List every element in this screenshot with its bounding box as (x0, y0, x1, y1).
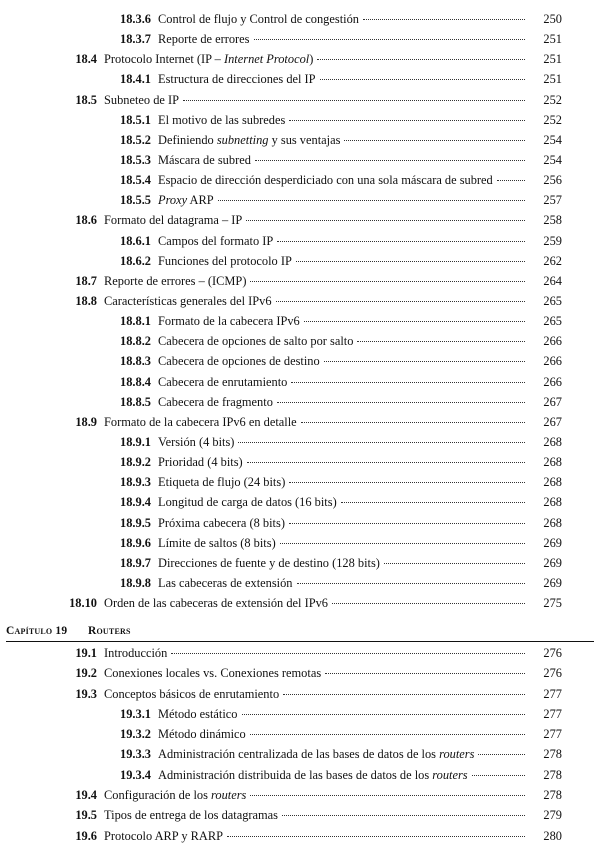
toc-entry-title-text (158, 392, 273, 412)
toc-entry-page: 252 (543, 92, 562, 107)
toc-entry-title-text (158, 331, 353, 351)
toc-entry-page: 262 (543, 253, 562, 268)
title-text-suffix: ARP (187, 193, 214, 208)
toc-entry[interactable] (0, 704, 600, 724)
toc-entry[interactable] (0, 110, 600, 130)
toc-entry-title-text (158, 231, 273, 251)
toc-entry[interactable] (0, 593, 600, 613)
title-text: Reporte de errores – (ICMP) (104, 273, 247, 288)
toc-entry-number: 19.4 (75, 788, 97, 803)
toc-entry[interactable] (0, 392, 600, 412)
toc-entry-number: 18.9.3 (120, 475, 151, 490)
toc-entry-page: 250 (543, 12, 562, 26)
toc-entry-page: 266 (543, 354, 562, 369)
toc-entry-title-text (104, 291, 272, 311)
toc-entry-number: 18.5.3 (120, 152, 151, 167)
toc-entry-page: 251 (543, 52, 562, 67)
toc-entry-number: 19.3.4 (120, 767, 151, 782)
toc-entry-title-text (158, 744, 474, 764)
dot-leader (478, 753, 525, 755)
toc-entry-title (158, 573, 528, 593)
title-italic-term: routers (439, 747, 475, 762)
toc-entry-title (158, 351, 528, 371)
title-text: Definiendo (158, 132, 217, 147)
title-text: Campos del formato IP (158, 233, 274, 248)
dot-leader (218, 199, 525, 201)
toc-entry-page: 268 (543, 515, 562, 530)
toc-entry-title (158, 452, 528, 472)
toc-entry-title-text (158, 150, 251, 170)
toc-entry-number: 18.5.1 (120, 112, 151, 127)
title-text: Subneteo de IP (104, 92, 180, 107)
title-text: Conceptos básicos de enrutamiento (104, 686, 280, 701)
toc-entry-page: 254 (543, 152, 562, 167)
toc-entry-title (158, 150, 528, 170)
dot-leader (341, 501, 525, 503)
dot-leader (301, 421, 525, 423)
toc-entry[interactable] (0, 492, 600, 512)
title-text: Prioridad (4 bits) (158, 455, 243, 470)
dot-leader (282, 814, 525, 816)
title-text: Espacio de dirección desperdiciado con una sola máscara de subred (158, 173, 493, 188)
toc-entry-page: 267 (543, 414, 562, 429)
toc-entry-number: 18.9.2 (120, 455, 151, 470)
title-text: Introducción (104, 646, 168, 660)
title-text: Administración centralizada de las bases de datos de los (158, 747, 440, 762)
title-text-suffix: y sus ventajas (268, 132, 341, 147)
toc-entry-number: 19.2 (75, 666, 97, 681)
toc-entry[interactable] (0, 663, 600, 683)
title-text: Formato de la cabecera IPv6 en detalle (104, 414, 297, 429)
dot-leader (183, 99, 525, 101)
toc-entry-page: 265 (543, 314, 562, 329)
toc-entry[interactable] (0, 170, 600, 190)
title-text: Próxima cabecera (8 bits) (158, 515, 285, 530)
toc-entry-number: 18.9.6 (120, 535, 151, 550)
toc-entry-page: 265 (543, 293, 562, 308)
toc-entry-title (158, 331, 528, 351)
toc-entry-title (158, 231, 528, 251)
toc-entry-title (158, 311, 528, 331)
dot-leader (472, 774, 525, 776)
toc-entry-page: 256 (543, 173, 562, 188)
toc-entry-title-text (158, 553, 380, 573)
toc-entry-number: 18.9.4 (120, 495, 151, 510)
toc-entry[interactable] (0, 452, 600, 472)
toc-entry-title-text (158, 765, 468, 785)
title-text: Cabecera de fragmento (158, 394, 273, 409)
toc-entry[interactable] (0, 150, 600, 170)
chapter-heading (6, 621, 594, 642)
toc-entry-page: 268 (543, 475, 562, 490)
toc-entry-title-text (104, 826, 223, 846)
dot-leader (255, 159, 525, 161)
toc-section-18 (0, 9, 600, 613)
toc-entry-title-text (104, 785, 246, 805)
toc-entry[interactable] (0, 684, 600, 704)
dot-leader (357, 340, 525, 342)
toc-entry-number: 18.5.5 (120, 193, 151, 208)
toc-entry-number: 18.6.2 (120, 253, 151, 268)
toc-entry-title (104, 663, 528, 683)
title-text: Método dinámico (158, 727, 246, 742)
toc-entry-number: 18.9.1 (120, 434, 151, 449)
toc-entry-page: 279 (543, 808, 562, 823)
toc-entry-page: 277 (543, 706, 562, 721)
toc-entry-title (158, 744, 528, 764)
toc-entry-title (158, 392, 528, 412)
title-text: El motivo de las subredes (158, 112, 286, 127)
toc-entry-title (158, 29, 528, 49)
toc-entry-number: 18.8.3 (120, 354, 151, 369)
toc-entry-page: 276 (543, 666, 562, 681)
toc-entry-title-text (158, 452, 243, 472)
toc-entry[interactable] (0, 533, 600, 553)
toc-entry[interactable] (0, 210, 600, 230)
toc-entry-title-text (104, 593, 328, 613)
title-text: Administración distribuida de las bases de datos de los (158, 767, 433, 782)
toc-entry[interactable] (0, 573, 600, 593)
title-text: Método estático (158, 706, 238, 721)
dot-leader (289, 481, 525, 483)
toc-entry-title (104, 271, 528, 291)
toc-entry-page: 251 (543, 72, 562, 87)
toc-entry-page: 268 (543, 434, 562, 449)
toc-entry-number: 19.3 (75, 686, 97, 701)
toc-entry-page: 268 (543, 455, 562, 470)
dot-leader (363, 18, 525, 20)
toc-entry[interactable] (0, 90, 600, 110)
toc-entry-page: 278 (543, 788, 562, 803)
toc-entry-title (158, 130, 528, 150)
toc-entry-number: 19.3.3 (120, 747, 151, 762)
dot-leader (171, 652, 525, 654)
dot-leader (242, 713, 526, 715)
toc-entry-title-text (158, 533, 276, 553)
toc-entry-title-text (104, 90, 179, 110)
toc-entry-title (104, 90, 528, 110)
title-text: Características generales del IPv6 (104, 293, 272, 308)
toc-entry-title-text (104, 663, 321, 683)
dot-leader (276, 300, 525, 302)
toc-entry-title (158, 170, 528, 190)
toc-entry-page: 276 (543, 646, 562, 660)
toc-entry-title (158, 190, 528, 210)
title-text: Cabecera de opciones de salto por salto (158, 334, 354, 349)
toc-entry-number: 19.3.2 (120, 727, 151, 742)
toc-entry-title (158, 251, 528, 271)
dot-leader (250, 794, 525, 796)
toc-entry-title (158, 472, 528, 492)
toc-entry-title-text (158, 573, 293, 593)
dot-leader (227, 835, 525, 837)
toc-entry-title (104, 291, 528, 311)
dot-leader (250, 733, 525, 735)
title-text: Las cabeceras de extensión (158, 575, 293, 590)
toc-entry-title (158, 724, 528, 744)
toc-entry[interactable] (0, 351, 600, 371)
toc-entry-page: 268 (543, 495, 562, 510)
dot-leader (296, 260, 525, 262)
toc-entry-page: 277 (543, 727, 562, 742)
toc-entry-number: 18.5 (75, 92, 97, 107)
dot-leader (384, 562, 525, 564)
toc-entry-number: 19.3.1 (120, 706, 151, 721)
toc-entry-page: 280 (543, 828, 562, 843)
toc-entry[interactable] (0, 331, 600, 351)
toc-entry-title-text (158, 69, 316, 89)
dot-leader (289, 522, 525, 524)
toc-entry-title (158, 765, 528, 785)
toc-entry-title-text (158, 472, 285, 492)
toc-entry-number: 18.9.8 (120, 575, 151, 590)
toc-entry-title-text (158, 170, 493, 190)
toc-entry-title-text (158, 351, 320, 371)
toc-entry-number: 18.8.4 (120, 374, 151, 389)
title-text: Funciones del protocolo IP (158, 253, 292, 268)
dot-leader (250, 280, 525, 282)
toc-entry[interactable] (0, 271, 600, 291)
toc-entry-title-text (158, 29, 250, 49)
toc-entry[interactable] (0, 291, 600, 311)
title-text: Configuración de los (104, 788, 212, 803)
toc-entry-title (158, 492, 528, 512)
toc-entry-number: 18.3.6 (120, 12, 151, 26)
toc-entry-page: 251 (543, 32, 562, 47)
toc-entry-title-text (158, 130, 340, 150)
title-italic-term: subnetting (216, 132, 269, 147)
toc-entry-title (104, 826, 528, 846)
toc-entry-title (158, 110, 528, 130)
dot-leader (277, 240, 525, 242)
chapter-label: Capítulo 19 (6, 625, 68, 637)
toc-entry[interactable] (0, 513, 600, 533)
toc-entry-title (158, 372, 528, 392)
dot-leader (247, 461, 525, 463)
toc-entry[interactable] (0, 553, 600, 573)
toc-entry-number: 18.9 (75, 414, 97, 429)
dot-leader (325, 672, 525, 674)
title-italic-term: routers (432, 767, 468, 782)
dot-leader (297, 582, 525, 584)
toc-entry-title-text (104, 805, 278, 825)
title-italic-term: Internet Protocol (223, 52, 310, 67)
toc-chapter-19 (0, 643, 600, 846)
toc-entry-title (158, 513, 528, 533)
toc-entry-title (158, 533, 528, 553)
toc-entry-number: 18.5.4 (120, 173, 151, 188)
title-text: Estructura de direcciones del IP (158, 72, 316, 87)
toc-entry-title-text (158, 492, 337, 512)
toc-entry-title (158, 9, 528, 29)
title-text: Tipos de entrega de los datagramas (104, 808, 279, 823)
toc-entry-title-text (158, 724, 246, 744)
toc-entry-number: 18.8 (75, 293, 97, 308)
toc-entry-title-text (158, 432, 234, 452)
title-text: Formato del datagrama – IP (104, 213, 243, 228)
title-text: Formato de la cabecera IPv6 (158, 314, 300, 329)
toc-entry-number: 19.6 (75, 828, 97, 843)
toc-entry[interactable] (0, 432, 600, 452)
title-text: Etiqueta de flujo (24 bits) (158, 475, 286, 490)
title-text: Protocolo Internet (IP – (104, 52, 224, 67)
toc-entry-title-text (158, 704, 238, 724)
dot-leader (280, 542, 525, 544)
toc-entry-number: 18.8.2 (120, 334, 151, 349)
title-text: Control de flujo y Control de congestión (158, 12, 359, 26)
toc-entry-title (158, 553, 528, 573)
toc-entry-page: 254 (543, 132, 562, 147)
toc-entry-number: 19.5 (75, 808, 97, 823)
dot-leader (283, 693, 525, 695)
toc-entry-title (158, 69, 528, 89)
toc-entry-page: 269 (543, 575, 562, 590)
title-italic-term: routers (211, 788, 247, 803)
toc-entry-page: 258 (543, 213, 562, 228)
toc-entry-title-text (104, 49, 313, 69)
dot-leader (497, 179, 525, 181)
toc-entry-page: 264 (543, 273, 562, 288)
toc-entry-page: 269 (543, 555, 562, 570)
title-text: Protocolo ARP y RARP (104, 828, 223, 843)
dot-leader (344, 139, 525, 141)
toc-entry-title-text (104, 412, 297, 432)
toc-entry-number: 18.9.7 (120, 555, 151, 570)
toc-entry-page: 259 (543, 233, 562, 248)
toc-entry[interactable] (0, 472, 600, 492)
title-text: Direcciones de fuente y de destino (128 bits) (158, 555, 380, 570)
toc-entry-title-text (158, 9, 359, 29)
toc-entry[interactable] (0, 49, 600, 69)
dot-leader (238, 441, 525, 443)
dot-leader (254, 38, 525, 40)
toc-entry-title-text (104, 271, 246, 291)
title-italic-term: Proxy (158, 193, 188, 208)
toc-entry-title (104, 412, 528, 432)
toc-entry[interactable] (0, 231, 600, 251)
chapter-title: Routers (88, 625, 131, 637)
toc-entry-title (104, 684, 528, 704)
toc-entry-title-text (158, 372, 287, 392)
toc-entry-number: 18.4 (75, 52, 97, 67)
toc-entry[interactable] (0, 724, 600, 744)
toc-entry-page: 266 (543, 374, 562, 389)
toc-entry-number: 18.3.7 (120, 32, 151, 47)
title-text: Reporte de errores (158, 32, 250, 47)
toc-entry-title (158, 704, 528, 724)
title-text: Conexiones locales vs. Conexiones remotas (104, 666, 322, 681)
toc-entry-number: 19.1 (75, 646, 97, 660)
dot-leader (324, 360, 525, 362)
toc-entry-number: 18.5.2 (120, 132, 151, 147)
dot-leader (317, 58, 525, 60)
toc-entry[interactable] (0, 805, 600, 825)
toc-entry-page: 278 (543, 767, 562, 782)
title-text: Cabecera de opciones de destino (158, 354, 320, 369)
toc-entry-title-text (158, 110, 285, 130)
toc-entry[interactable] (0, 130, 600, 150)
toc-entry[interactable] (0, 643, 600, 663)
toc-entry[interactable] (0, 412, 600, 432)
toc-entry-title-text (158, 311, 300, 331)
toc-entry-number: 18.6.1 (120, 233, 151, 248)
toc-entry-page: 278 (543, 747, 562, 762)
toc-entry-title (104, 593, 528, 613)
title-text: Máscara de subred (158, 152, 251, 167)
toc-entry-title-text (158, 513, 285, 533)
toc-entry-title (104, 805, 528, 825)
toc-entry-page: 277 (543, 686, 562, 701)
title-text: Versión (4 bits) (158, 434, 235, 449)
toc-entry[interactable] (0, 785, 600, 805)
toc-entry-title (104, 643, 528, 663)
toc-entry-title-text (104, 210, 242, 230)
toc-entry-page: 252 (543, 112, 562, 127)
toc-entry-page: 267 (543, 394, 562, 409)
toc-entry-title (104, 210, 528, 230)
toc-entry-number: 18.4.1 (120, 72, 151, 87)
dot-leader (277, 401, 525, 403)
toc-entry-page: 275 (543, 596, 562, 611)
toc-entry[interactable] (0, 744, 600, 764)
dot-leader (332, 602, 525, 604)
toc-entry-page: 269 (543, 535, 562, 550)
toc-entry-title-text (158, 251, 292, 271)
toc-entry[interactable] (0, 69, 600, 89)
toc-entry[interactable] (0, 311, 600, 331)
toc-entry-title (158, 432, 528, 452)
title-text: Orden de las cabeceras de extensión del IPv6 (104, 596, 328, 611)
toc-entry-number: 18.8.1 (120, 314, 151, 329)
toc-entry[interactable] (0, 765, 600, 785)
toc-entry-number: 18.9.5 (120, 515, 151, 530)
toc-entry-number: 18.7 (75, 273, 97, 288)
title-text: Límite de saltos (8 bits) (158, 535, 276, 550)
dot-leader (289, 119, 525, 121)
toc-entry[interactable] (0, 372, 600, 392)
toc-entry-title-text (104, 684, 279, 704)
toc-entry[interactable] (0, 826, 600, 846)
toc-entry-title (104, 49, 528, 69)
toc-entry[interactable] (0, 29, 600, 49)
title-text: Cabecera de enrutamiento (158, 374, 288, 389)
toc-entry-number: 18.8.5 (120, 394, 151, 409)
toc-entry-page: 266 (543, 334, 562, 349)
toc-entry-title-text (158, 190, 214, 210)
dot-leader (304, 320, 525, 322)
title-text-suffix: ) (309, 52, 314, 67)
title-text: Longitud de carga de datos (16 bits) (158, 495, 337, 510)
toc-entry-number: 18.10 (69, 596, 97, 611)
toc-entry[interactable] (0, 9, 600, 29)
toc-entry-title (104, 785, 528, 805)
toc-entry-title-text (104, 643, 167, 663)
toc-entry[interactable] (0, 190, 600, 210)
dot-leader (291, 381, 525, 383)
toc-entry-page: 257 (543, 193, 562, 208)
dot-leader (246, 219, 525, 221)
toc-entry[interactable] (0, 251, 600, 271)
toc-entry-number: 18.6 (75, 213, 97, 228)
dot-leader (320, 78, 525, 80)
